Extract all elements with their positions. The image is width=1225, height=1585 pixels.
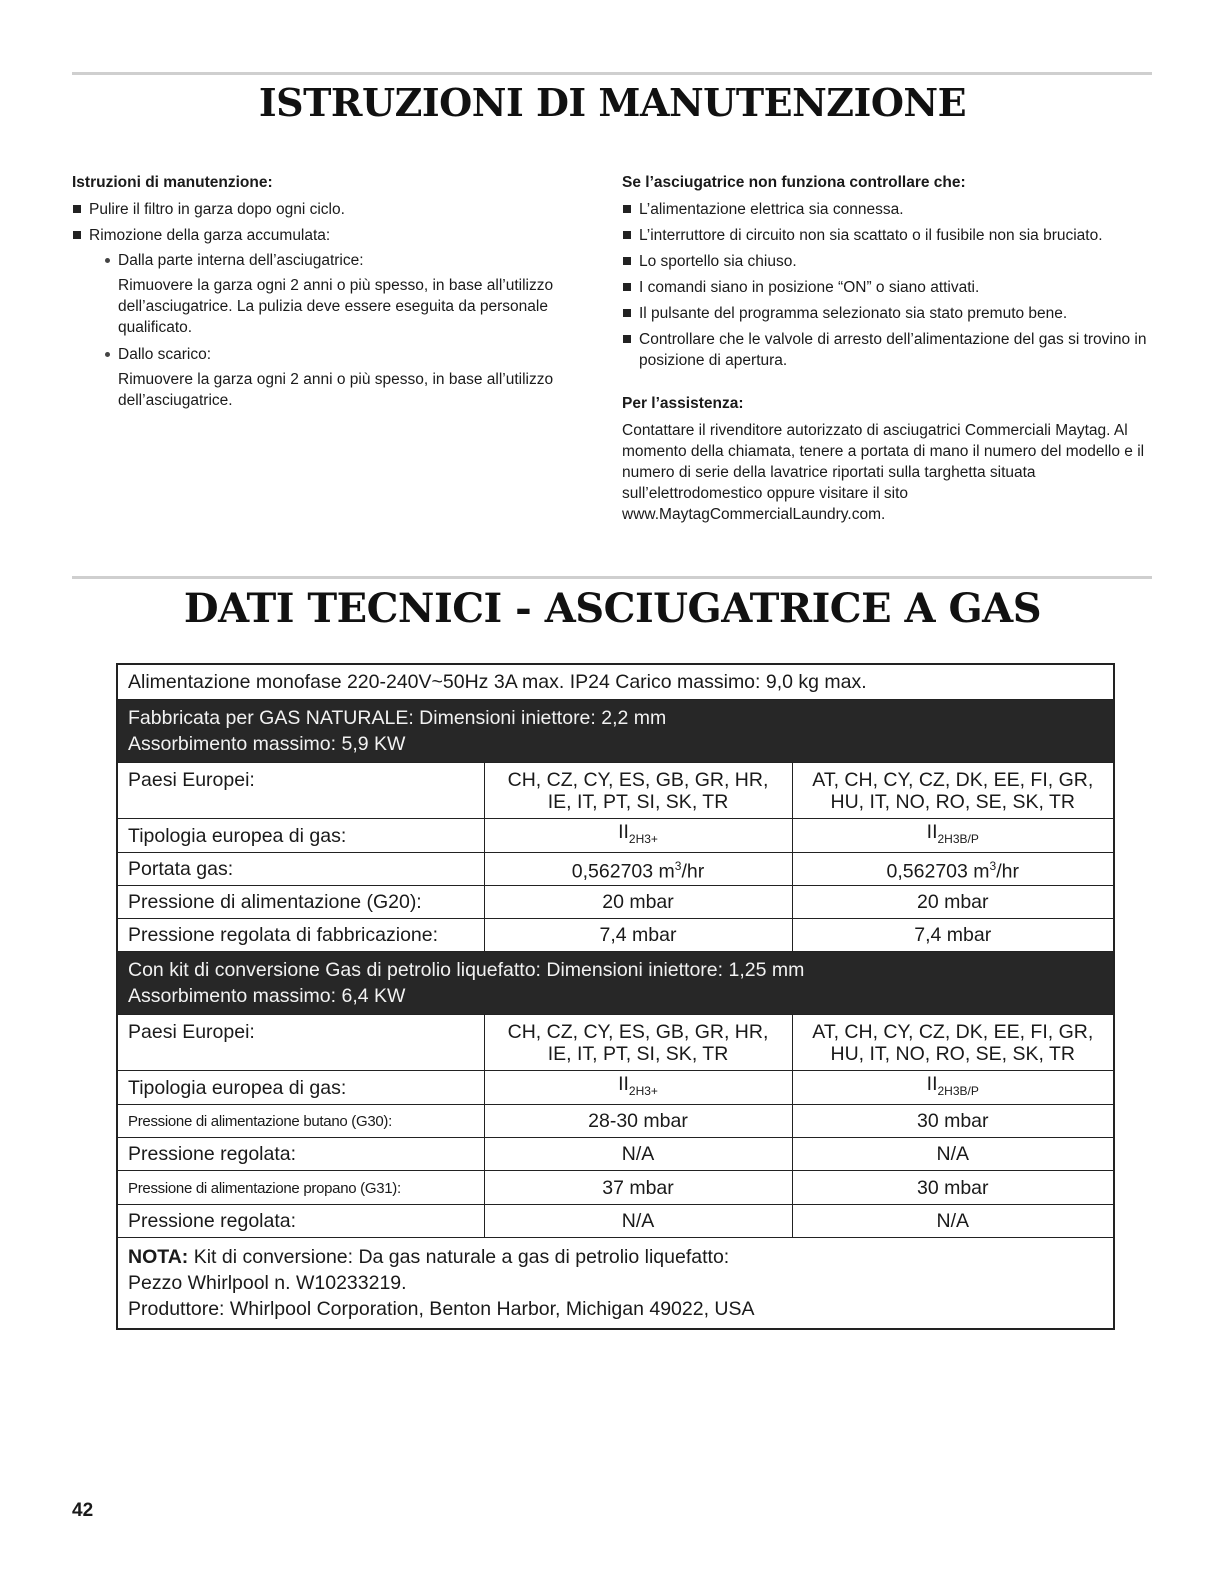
list-item: Controllare che le valvole di arresto dell’alimentazione del gas si trovino in posizione di apertura. — [622, 329, 1147, 371]
service-heading: Per l’assistenza: — [622, 395, 744, 412]
power-supply: Alimentazione monofase 220-240V~50Hz 3A max. IP24 Carico massimo: 9,0 kg max. — [117, 664, 1114, 700]
list-item: I comandi siano in posizione “ON” o siano attivati. — [622, 277, 1147, 298]
table-row — [117, 700, 1114, 763]
list-item: L’alimentazione elettrica sia connessa. — [622, 199, 1147, 220]
table-row: Portata gas: 0,562703 $m^3/hr$ 0,562703 $m^3/hr$ — [117, 853, 1114, 886]
table-row — [117, 664, 1114, 700]
table-row: Tipologia europea di gas: $II_{2H3+}$ $II_{2H3B/P}$ — [117, 1071, 1114, 1105]
service-text: Contattare il rivenditore autorizzato di asciugatrici Commerciali Maytag. Al momento della chiamata, tenere a portata di mano il numero del modello e il numero di serie della lavatrice riportati sulla targhetta situata sull’elettrodomestico oppure visitare il sito www.MaytagCommercialLaundry.com. — [622, 422, 1145, 523]
list-item: Lo sportello sia chiuso. — [622, 251, 1147, 272]
specs-table — [116, 663, 1115, 1330]
list-item: Pulire il filtro in garza dopo ogni ciclo. — [72, 199, 562, 220]
list-item: Dallo scarico: Rimuovere la garza ogni 2 anni o più spesso, in base all’utilizzo dell’asciugatrice. — [103, 344, 562, 411]
sub-paragraph: Rimuovere la garza ogni 2 anni o più spesso, in base all’utilizzo dell’asciugatrice. — [118, 371, 554, 409]
table-row: Tipologia europea di gas: $II_{2H3+}$ $II_{2H3B/P}$ — [117, 819, 1114, 853]
table-row: Paesi Europei: CH, CZ, CY, ES, GB, GR, HR, IE, IT, PT, SI, SK, TR AT, CH, CY, CZ, DK, EE, FI, GR, HU, IT, NO, RO, SE, SK, TR — [117, 1015, 1114, 1071]
list-item: Rimozione della garza accumulata: Dalla parte interna dell’asciugatrice: Rimuovere la garza ogni 2 anni o più spesso, in base all’utilizzo dell’asciugatrice. La pulizia deve essere eseguita da personale qualificato. Dallo scarico: Rimuovere la garza ogni 2 anni o più spesso, in base all’utilizzo dell’asciugatrice. — [72, 225, 562, 411]
table-row: Pressione regolata di fabbricazione: 7,4 mbar 7,4 mbar — [117, 919, 1114, 952]
natural-gas-header: Fabbricata per GAS NATURALE: Dimensioni iniettore: 2,2 mm Assorbimento massimo: 5,9 KW — [117, 700, 1114, 763]
maintenance-instructions — [72, 172, 562, 417]
top-rule — [72, 72, 1152, 75]
table-row: Pressione di alimentazione propano (G31): 37 mbar 30 mbar — [117, 1171, 1114, 1205]
troubleshooting — [622, 172, 1147, 531]
sub-paragraph: Rimuovere la garza ogni 2 anni o più spesso, in base all’utilizzo dell’asciugatrice. La pulizia deve essere eseguita da personale qualificato. — [118, 277, 554, 336]
list-item: L’interruttore di circuito non sia scattato o il fusibile non sia bruciato. — [622, 225, 1147, 246]
table-row — [117, 952, 1114, 1015]
troubleshooting-heading: Se l’asciugatrice non funziona controllare che: — [622, 174, 966, 191]
middle-rule — [72, 576, 1152, 579]
lpg-header: Con kit di conversione Gas di petrolio liquefatto: Dimensioni iniettore: 1,25 mm Assorbimento massimo: 6,4 KW — [117, 952, 1114, 1015]
maintenance-title: ISTRUZIONI DI MANUTENZIONE — [258, 80, 967, 125]
table-row: Paesi Europei: CH, CZ, CY, ES, GB, GR, HR, IE, IT, PT, SI, SK, TR AT, CH, CY, CZ, DK, EE, FI, GR, HU, IT, NO, RO, SE, SK, TR — [117, 763, 1114, 819]
table-row: Pressione di alimentazione butano (G30): 28-30 mbar 30 mbar — [117, 1105, 1114, 1138]
specs-title: DATI TECNICI - ASCIUGATRICE A GAS — [183, 585, 1042, 632]
page-number: 42 — [72, 1500, 94, 1521]
table-row — [117, 1238, 1114, 1330]
conversion-note: NOTA: Kit di conversione: Da gas naturale a gas di petrolio liquefatto: Pezzo Whirlpool n. W10233219. Produttore: Whirlpool Corporation, Benton Harbor, Michigan 49022, USA — [117, 1238, 1114, 1330]
list-item: Il pulsante del programma selezionato sia stato premuto bene. — [622, 303, 1147, 324]
list-item: Dalla parte interna dell’asciugatrice: Rimuovere la garza ogni 2 anni o più spesso, in base all’utilizzo dell’asciugatrice. La pulizia deve essere eseguita da personale qualificato. — [103, 250, 562, 338]
table-row: Pressione regolata: N/A N/A — [117, 1138, 1114, 1171]
table-row: Pressione regolata: N/A N/A — [117, 1205, 1114, 1238]
maintenance-heading: Istruzioni di manutenzione: — [72, 174, 273, 191]
table-row: Pressione di alimentazione (G20): 20 mbar 20 mbar — [117, 886, 1114, 919]
